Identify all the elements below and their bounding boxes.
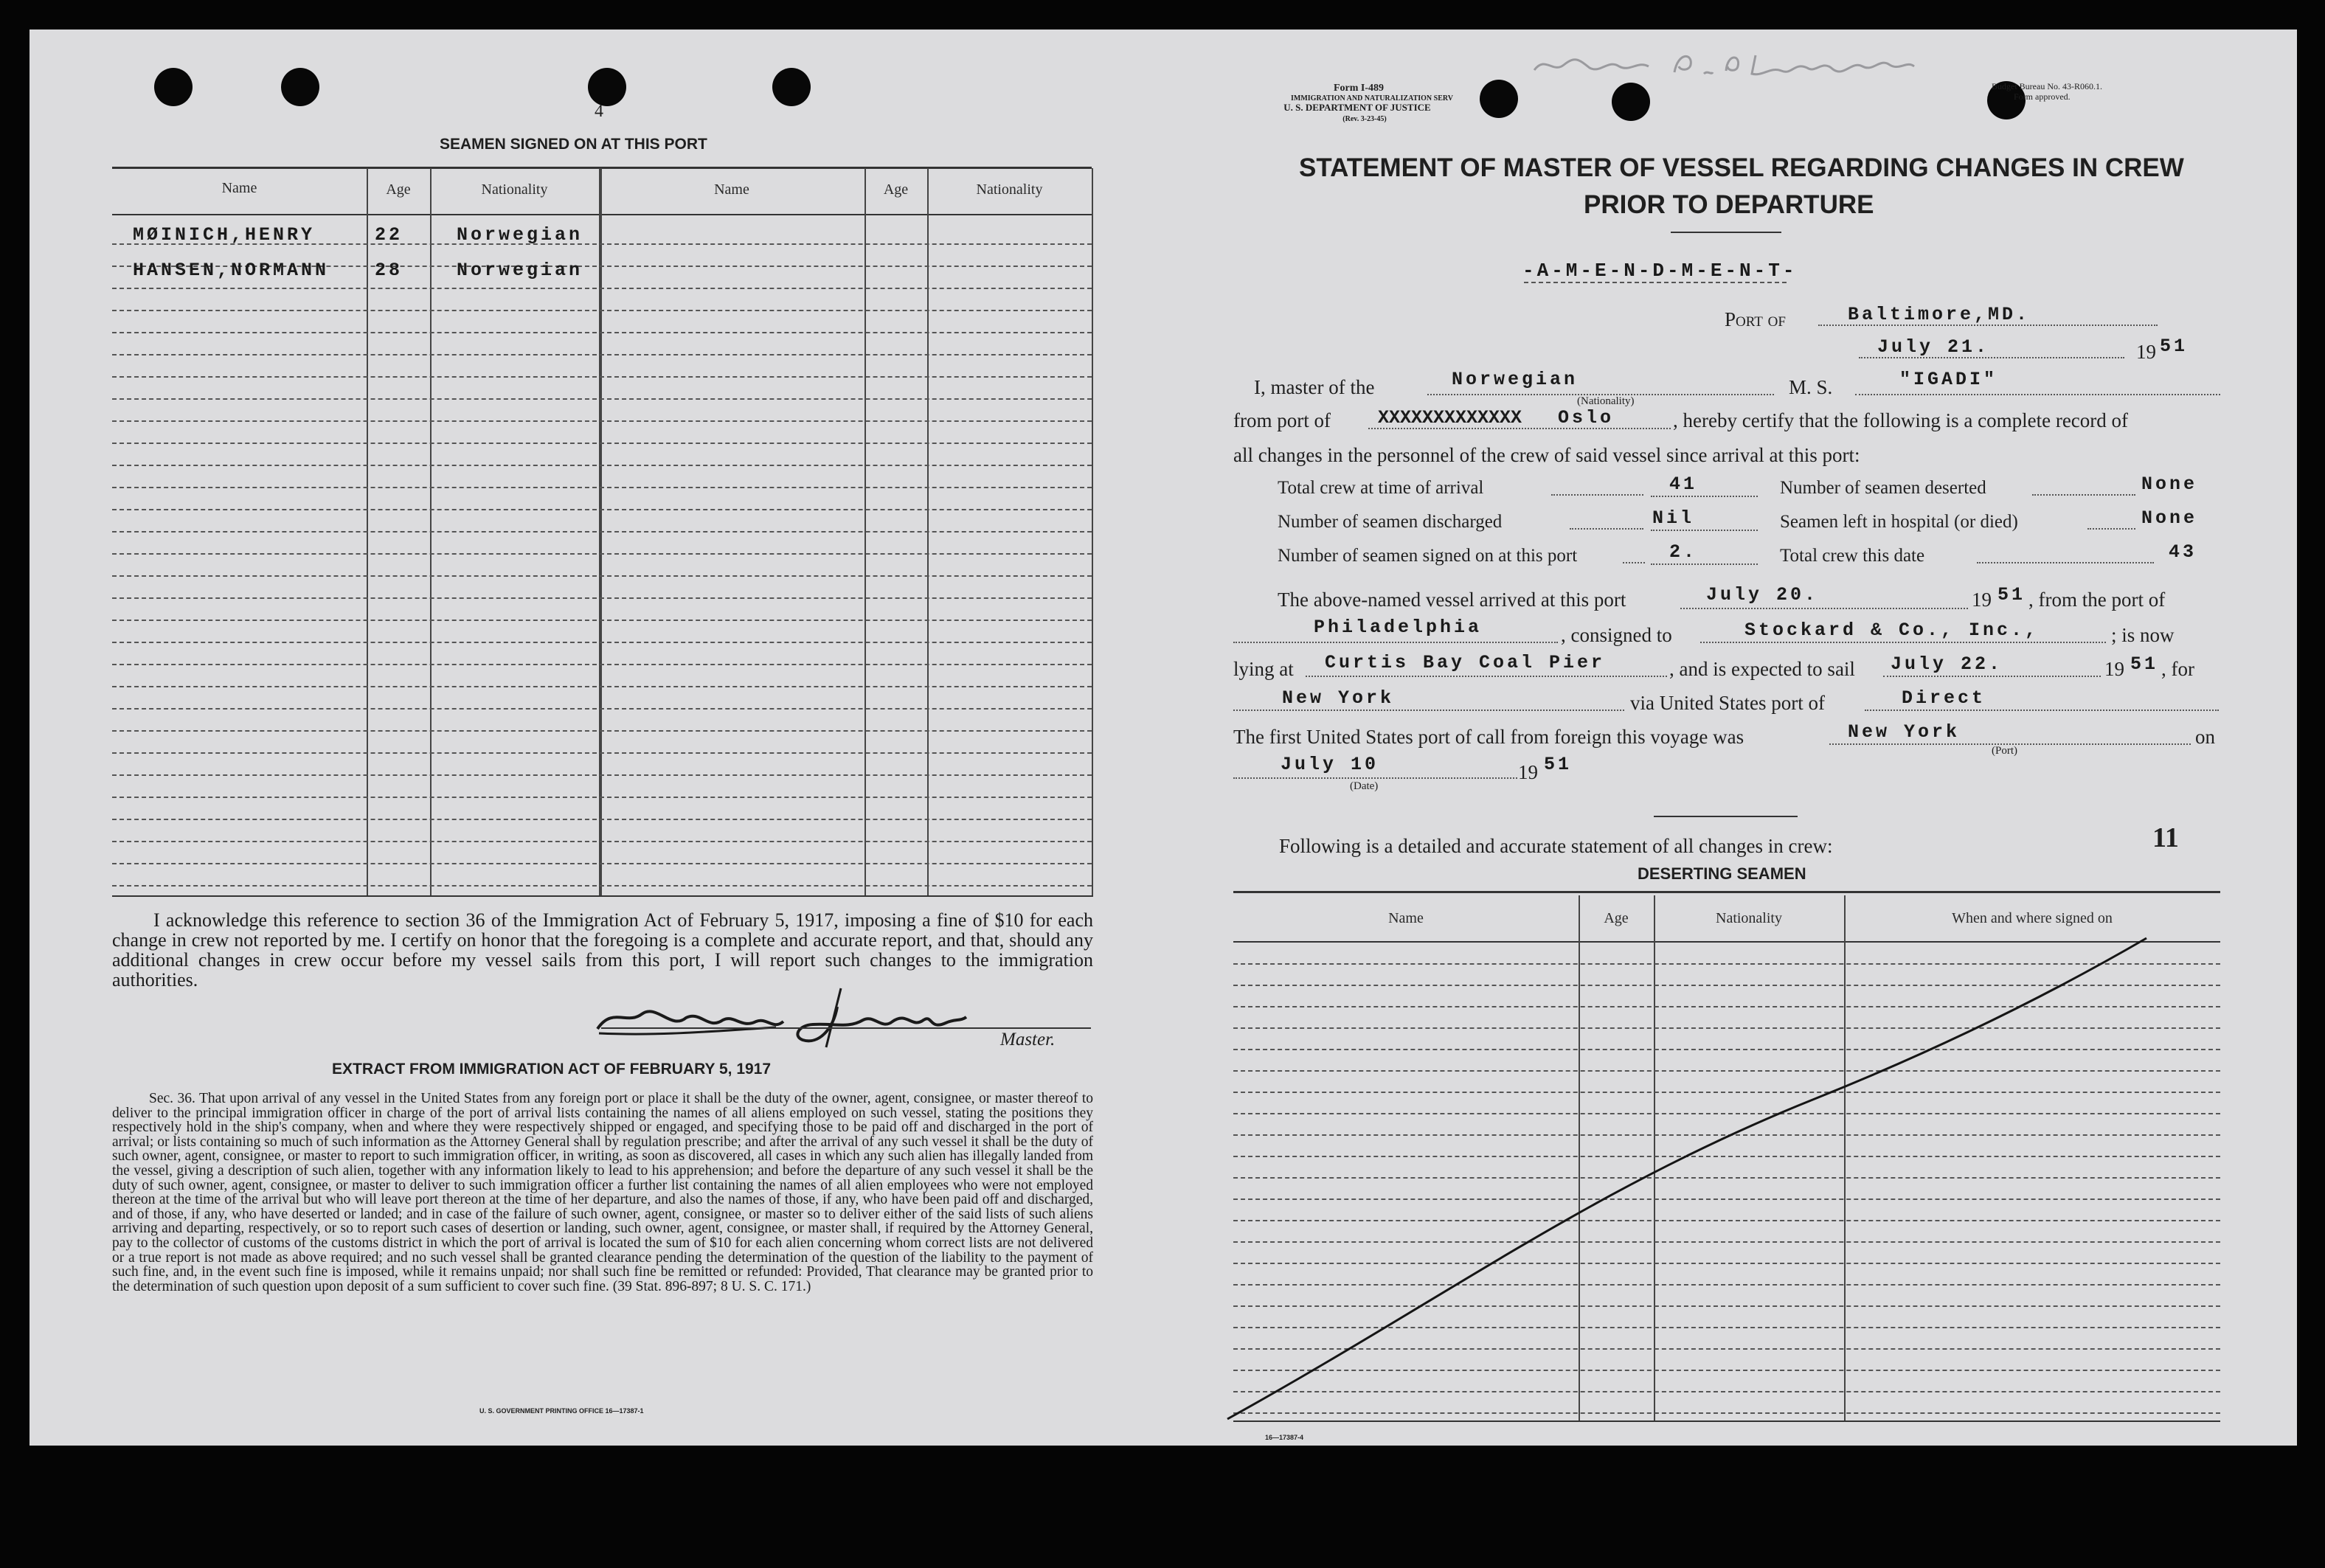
is-now-label: ; is now — [2111, 624, 2175, 646]
punch-hole — [588, 68, 626, 106]
seaman-age: 28 — [375, 260, 403, 281]
section-rule — [1654, 816, 1798, 817]
table-row-line — [112, 797, 1092, 798]
master-of-label: I, master of the — [1254, 376, 1375, 398]
table-row-line — [112, 686, 1092, 687]
acknowledgement-text: I acknowledge this reference to section 36 of the Immigration Act of February 5, 1917, imposing a fine of $10 for each change in crew not reported by me. I certify on honor that the foregoing is a complete and accurate report, and that, should any additional changes in crew occur before my vessel sails from this port, I will report such changes to the immigration authorities. — [112, 909, 1093, 991]
table-row-line — [112, 841, 1092, 842]
table-row-line — [112, 354, 1092, 355]
table-header-rule — [112, 214, 1092, 215]
expected-label: , and is expected to sail — [1669, 658, 1855, 680]
date-caption: (Date) — [1350, 780, 1379, 792]
consigned-label: , consigned to — [1561, 624, 1672, 646]
consignee: Stockard & Co., Inc., — [1744, 620, 2040, 641]
table-row-line — [112, 863, 1092, 864]
column-divider — [367, 168, 368, 897]
column-header-name: Name — [221, 180, 257, 196]
on-label: on — [2195, 726, 2215, 748]
column-header-nationality: Nationality — [976, 181, 1043, 198]
stat-label: Number of seamen deserted — [1780, 478, 1986, 498]
table-row-line — [112, 465, 1092, 466]
amendment-heading: -A-M-E-N-D-M-E-N-T- — [1522, 260, 1798, 282]
revision-note: (Rev. 3-23-45) — [1342, 115, 1387, 123]
table-bottom-rule — [112, 895, 1093, 897]
table-row-line — [112, 819, 1092, 820]
first-port-date: July 10 — [1281, 754, 1379, 775]
page-number: 4 — [595, 102, 603, 121]
year-prefix: 19 — [2136, 341, 2156, 363]
lying-at-label: lying at — [1233, 658, 1294, 680]
departure-port: Oslo — [1558, 407, 1615, 429]
column-divider — [1092, 168, 1093, 897]
stat-value: None — [2141, 507, 2198, 529]
table-row-line — [112, 310, 1092, 311]
form-title: PRIOR TO DEPARTURE — [1584, 190, 1874, 219]
field-line — [1233, 777, 1517, 779]
table-row-line — [112, 288, 1092, 289]
field-line — [1883, 676, 2101, 677]
for-label: , for — [2161, 658, 2194, 680]
via-label: via United States port of — [1630, 692, 1825, 714]
field-line — [1306, 676, 1667, 677]
stat-label: Number of seamen discharged — [1278, 512, 1503, 532]
table-top-rule — [1233, 891, 2220, 893]
port-label: Port of — [1725, 308, 1786, 330]
field-line — [1651, 530, 1758, 531]
table-row-line — [112, 664, 1092, 665]
column-divider — [864, 168, 866, 897]
vessel-name: "IGADI" — [1899, 369, 1998, 390]
master-label: Master. — [1000, 1030, 1056, 1050]
from-port-label: from port of — [1233, 409, 1331, 431]
seaman-name: HANSEN,NORMANN — [133, 260, 330, 281]
year-prefix: 19 — [1972, 589, 1992, 611]
table-top-rule — [112, 167, 1092, 169]
table-row-line — [112, 620, 1092, 621]
column-divider — [599, 168, 602, 897]
leader-dots — [1977, 562, 2154, 563]
sail-year: 51 — [2130, 653, 2159, 675]
form-code: 16—17387-4 — [1265, 1434, 1304, 1441]
via-port: Direct — [1902, 687, 1986, 709]
column-header-age: Age — [883, 181, 909, 198]
table-row-line — [112, 443, 1092, 444]
table-row-line — [112, 531, 1092, 533]
stat-label: Total crew this date — [1780, 546, 1925, 566]
port-of-record: Baltimore,MD. — [1848, 304, 2031, 325]
field-line — [1651, 496, 1758, 497]
stat-label: Total crew at time of arrival — [1278, 478, 1484, 498]
leader-dots — [2032, 494, 2135, 496]
master-signature — [583, 985, 1025, 1051]
void-strike-line — [1224, 929, 2183, 1431]
field-line — [1368, 428, 1671, 429]
statement-date: July 21. — [1877, 336, 1990, 358]
seaman-age: 22 — [375, 224, 403, 246]
leader-dots — [1623, 562, 1645, 563]
form-number: Form I-489 — [1334, 83, 1385, 94]
agency-line: IMMIGRATION AND NATURALIZATION SERV — [1291, 94, 1453, 103]
table-row-line — [112, 642, 1092, 643]
year-prefix: 19 — [2104, 658, 2124, 680]
statement-year: 51 — [2160, 336, 2189, 357]
amendment-underline — [1524, 282, 1787, 283]
seaman-nationality: Norwegian — [457, 260, 583, 281]
column-header-name: Name — [714, 181, 749, 198]
form-title: STATEMENT OF MASTER OF VESSEL REGARDING CHANGES IN CREW — [1299, 153, 2184, 182]
field-line — [1865, 710, 2219, 711]
nationality-caption: (Nationality) — [1577, 395, 1635, 407]
leader-dots — [1570, 528, 1643, 530]
extract-title: EXTRACT FROM IMMIGRATION ACT OF FEBRUARY 5, 1917 — [332, 1061, 772, 1078]
extract-text: Sec. 36. That upon arrival of any vessel in the United States from any foreign port or place it shall be the duty of the owner, agent, consignee, or master thereof to deliver to the principal immigration officer in charge of the port of arrival lists containing the names of all aliens employed on such vessel, stating the positions they respectively hold in the ship's company, when and where they were respectively shipped or engaged, and specifying those to be paid off and discharged in the port of arrival; or lists containing so much of such information as the Attorney General shall by regulation prescribe; and after the arrival of any such vessel it shall be the duty of such owner, agent, consignee, or master to report to such immigration officer, in writing, as soon as discovered, all cases in which any such alien has illegally landed from the vessel, giving a description of such alien, together with any information likely to lead to his apprehension; and before the departure of any such vessel it shall be the duty of such owner, agent, consignee, or master to deliver to such immigration officer a further list containing the names of all alien employees who were not employed thereon at the time of the arrival but who will leave port thereon at the time of her departure, and also the names of those, if any, who have been paid off and discharged, and of those, if any, who have deserted or landed; and in case of the failure of such owner, agent, consignee, or master so to deliver either of the said lists of such aliens arriving and departing, respectively, or so to report such cases of desertion or landing, such owner, agent, consignee, or master shall, if required by the Attorney General, pay to the collector of customs of the customs district in which the port of arrival is located the sum of $10 for each alien concerning whom correct lists are not delivered or a true report is not made as above required; and no such vessel shall be granted clearance pending the determination of the question of the liability to the payment of such fine, and, in the event such fine is imposed, while it remains unpaid; nor shall such fine be remitted or refunded: Provided, That clearance may be granted prior to the determination of such question upon deposit of a sum sufficient to cover such fine. (39 Stat. 896-897; 8 U. S. C. 171.) — [112, 1091, 1093, 1294]
handwritten-note — [1527, 44, 1925, 89]
signed-on-title: SEAMEN SIGNED ON AT THIS PORT — [440, 136, 707, 153]
column-header-name: Name — [1388, 910, 1424, 926]
field-line — [1700, 642, 2106, 643]
budget-bureau-note: Budget Bureau No. 43-R060.1. — [1992, 81, 2102, 91]
stat-value: 41 — [1669, 473, 1698, 495]
from-the-port-label: , from the port of — [2028, 589, 2166, 611]
table-row-line — [112, 553, 1092, 555]
title-rule — [1671, 232, 1781, 233]
column-header-nationality: Nationality — [1716, 910, 1782, 926]
stat-value: 2. — [1669, 541, 1698, 563]
table-row-line — [112, 752, 1092, 754]
form-approved-note: Form approved. — [2014, 91, 2071, 102]
certify-text: all changes in the personnel of the crew of said vessel since arrival at this port: — [1233, 444, 1860, 466]
column-header-signed-on: When and where signed on — [1952, 910, 2113, 926]
previous-port: Philadelphia — [1314, 617, 1483, 638]
field-line — [1859, 357, 2124, 358]
field-line — [1233, 710, 1624, 711]
first-port-year: 51 — [1544, 754, 1573, 775]
field-line — [1233, 642, 1558, 643]
printer-line: U. S. GOVERNMENT PRINTING OFFICE 16—17387-1 — [479, 1407, 644, 1415]
agency-line: U. S. DEPARTMENT OF JUSTICE — [1283, 102, 1431, 113]
following-text: Following is a detailed and accurate statement of all changes in crew: — [1279, 835, 1833, 857]
table-row-line — [112, 885, 1092, 887]
table-row-line — [112, 774, 1092, 776]
arrival-year: 51 — [1997, 584, 2026, 606]
stat-value: None — [2141, 473, 2198, 495]
field-line — [1855, 394, 2220, 395]
table-row-line — [112, 575, 1092, 577]
port-caption: (Port) — [1992, 745, 2017, 757]
field-line — [1680, 608, 1968, 609]
punch-hole — [281, 68, 319, 106]
table-row-line — [112, 597, 1092, 599]
table-row-line — [112, 376, 1092, 378]
deserting-title: DESERTING SEAMEN — [1638, 864, 1806, 883]
table-row-line — [112, 708, 1092, 710]
table-row-line — [112, 509, 1092, 510]
punch-hole — [772, 68, 811, 106]
margin-number: 11 — [2152, 822, 2179, 853]
certify-text: , hereby certify that the following is a complete record of — [1673, 409, 2129, 431]
field-line — [1818, 325, 2158, 326]
column-header-nationality: Nationality — [481, 181, 548, 198]
punch-hole — [154, 68, 193, 106]
first-port: New York — [1848, 721, 1961, 743]
arrived-label: The above-named vessel arrived at this port — [1278, 589, 1626, 611]
stat-label: Seamen left in hospital (or died) — [1780, 512, 2018, 532]
column-header-age: Age — [1604, 910, 1629, 926]
sail-date: July 22. — [1891, 653, 2003, 675]
table-row-line — [112, 420, 1092, 422]
table-row-line — [112, 398, 1092, 400]
arrival-date: July 20. — [1706, 584, 1819, 606]
column-divider — [430, 168, 432, 897]
seaman-name: MØINICH,HENRY — [133, 224, 316, 246]
field-line — [1651, 563, 1758, 565]
stat-value: Nil — [1652, 507, 1695, 529]
leader-dots — [2087, 528, 2135, 530]
column-divider — [927, 168, 929, 897]
destination: New York — [1282, 687, 1395, 709]
table-row-line — [112, 487, 1092, 488]
stat-value: 43 — [2169, 541, 2197, 563]
vessel-nationality: Norwegian — [1452, 369, 1579, 390]
struck-port: XXXXXXXXXXXXX — [1378, 407, 1522, 429]
leader-dots — [1551, 494, 1643, 496]
table-row-line — [112, 332, 1092, 333]
column-header-age: Age — [386, 181, 411, 198]
stat-label: Number of seamen signed on at this port — [1278, 546, 1578, 566]
year-prefix: 19 — [1518, 761, 1538, 783]
vessel-type: M. S. — [1789, 376, 1833, 398]
seaman-nationality: Norwegian — [457, 224, 583, 246]
first-port-label: The first United States port of call from foreign this voyage was — [1233, 726, 1744, 748]
berth: Curtis Bay Coal Pier — [1325, 652, 1606, 673]
master-signature-line — [601, 1027, 1091, 1029]
table-row-line — [112, 730, 1092, 732]
